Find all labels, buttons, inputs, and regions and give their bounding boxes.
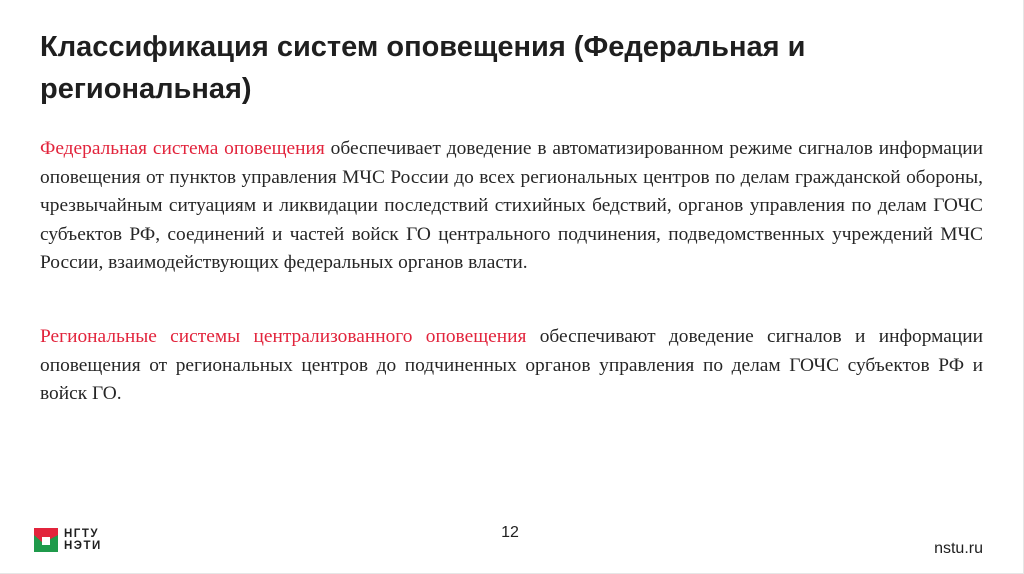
logo-line-1: НГТУ — [64, 528, 100, 540]
site-url: nstu.ru — [934, 540, 983, 557]
slide-title: Классификация систем оповещения (Федеральная и региональная) — [40, 31, 806, 105]
footer-logo — [34, 528, 102, 552]
paragraph-federal — [40, 135, 983, 278]
paragraph-regional — [40, 323, 983, 409]
page-number: 12 — [501, 524, 519, 541]
highlight-regional: Региональные системы централизованного оповещения — [40, 326, 527, 347]
paragraph-federal-text: обеспечивает доведение в автоматизированном режиме сигналов информации оповещения от пунктов управления МЧС России до всех региональных центров по делам гражданской обороны, чрезвычайным ситуациям и ликвидации последствий стихийных бедствий, органов управления по делам ГОЧС субъектов РФ, соединений и частей войск ГО центрального подчинения, подведомственных учреждений МЧС России, взаимодействующих федеральных органов власти. — [40, 138, 984, 273]
paragraph-regional-text: обеспечивают доведение сигналов и информации оповещения от региональных центров до подчиненных органов управления по делам ГОЧС субъектов РФ и войск ГО. — [40, 326, 983, 404]
highlight-federal: Федеральная система оповещения — [40, 138, 325, 159]
nstu-logo-icon — [34, 528, 58, 552]
logo-line-2: НЭТИ — [64, 540, 102, 552]
logo-text — [64, 528, 102, 552]
